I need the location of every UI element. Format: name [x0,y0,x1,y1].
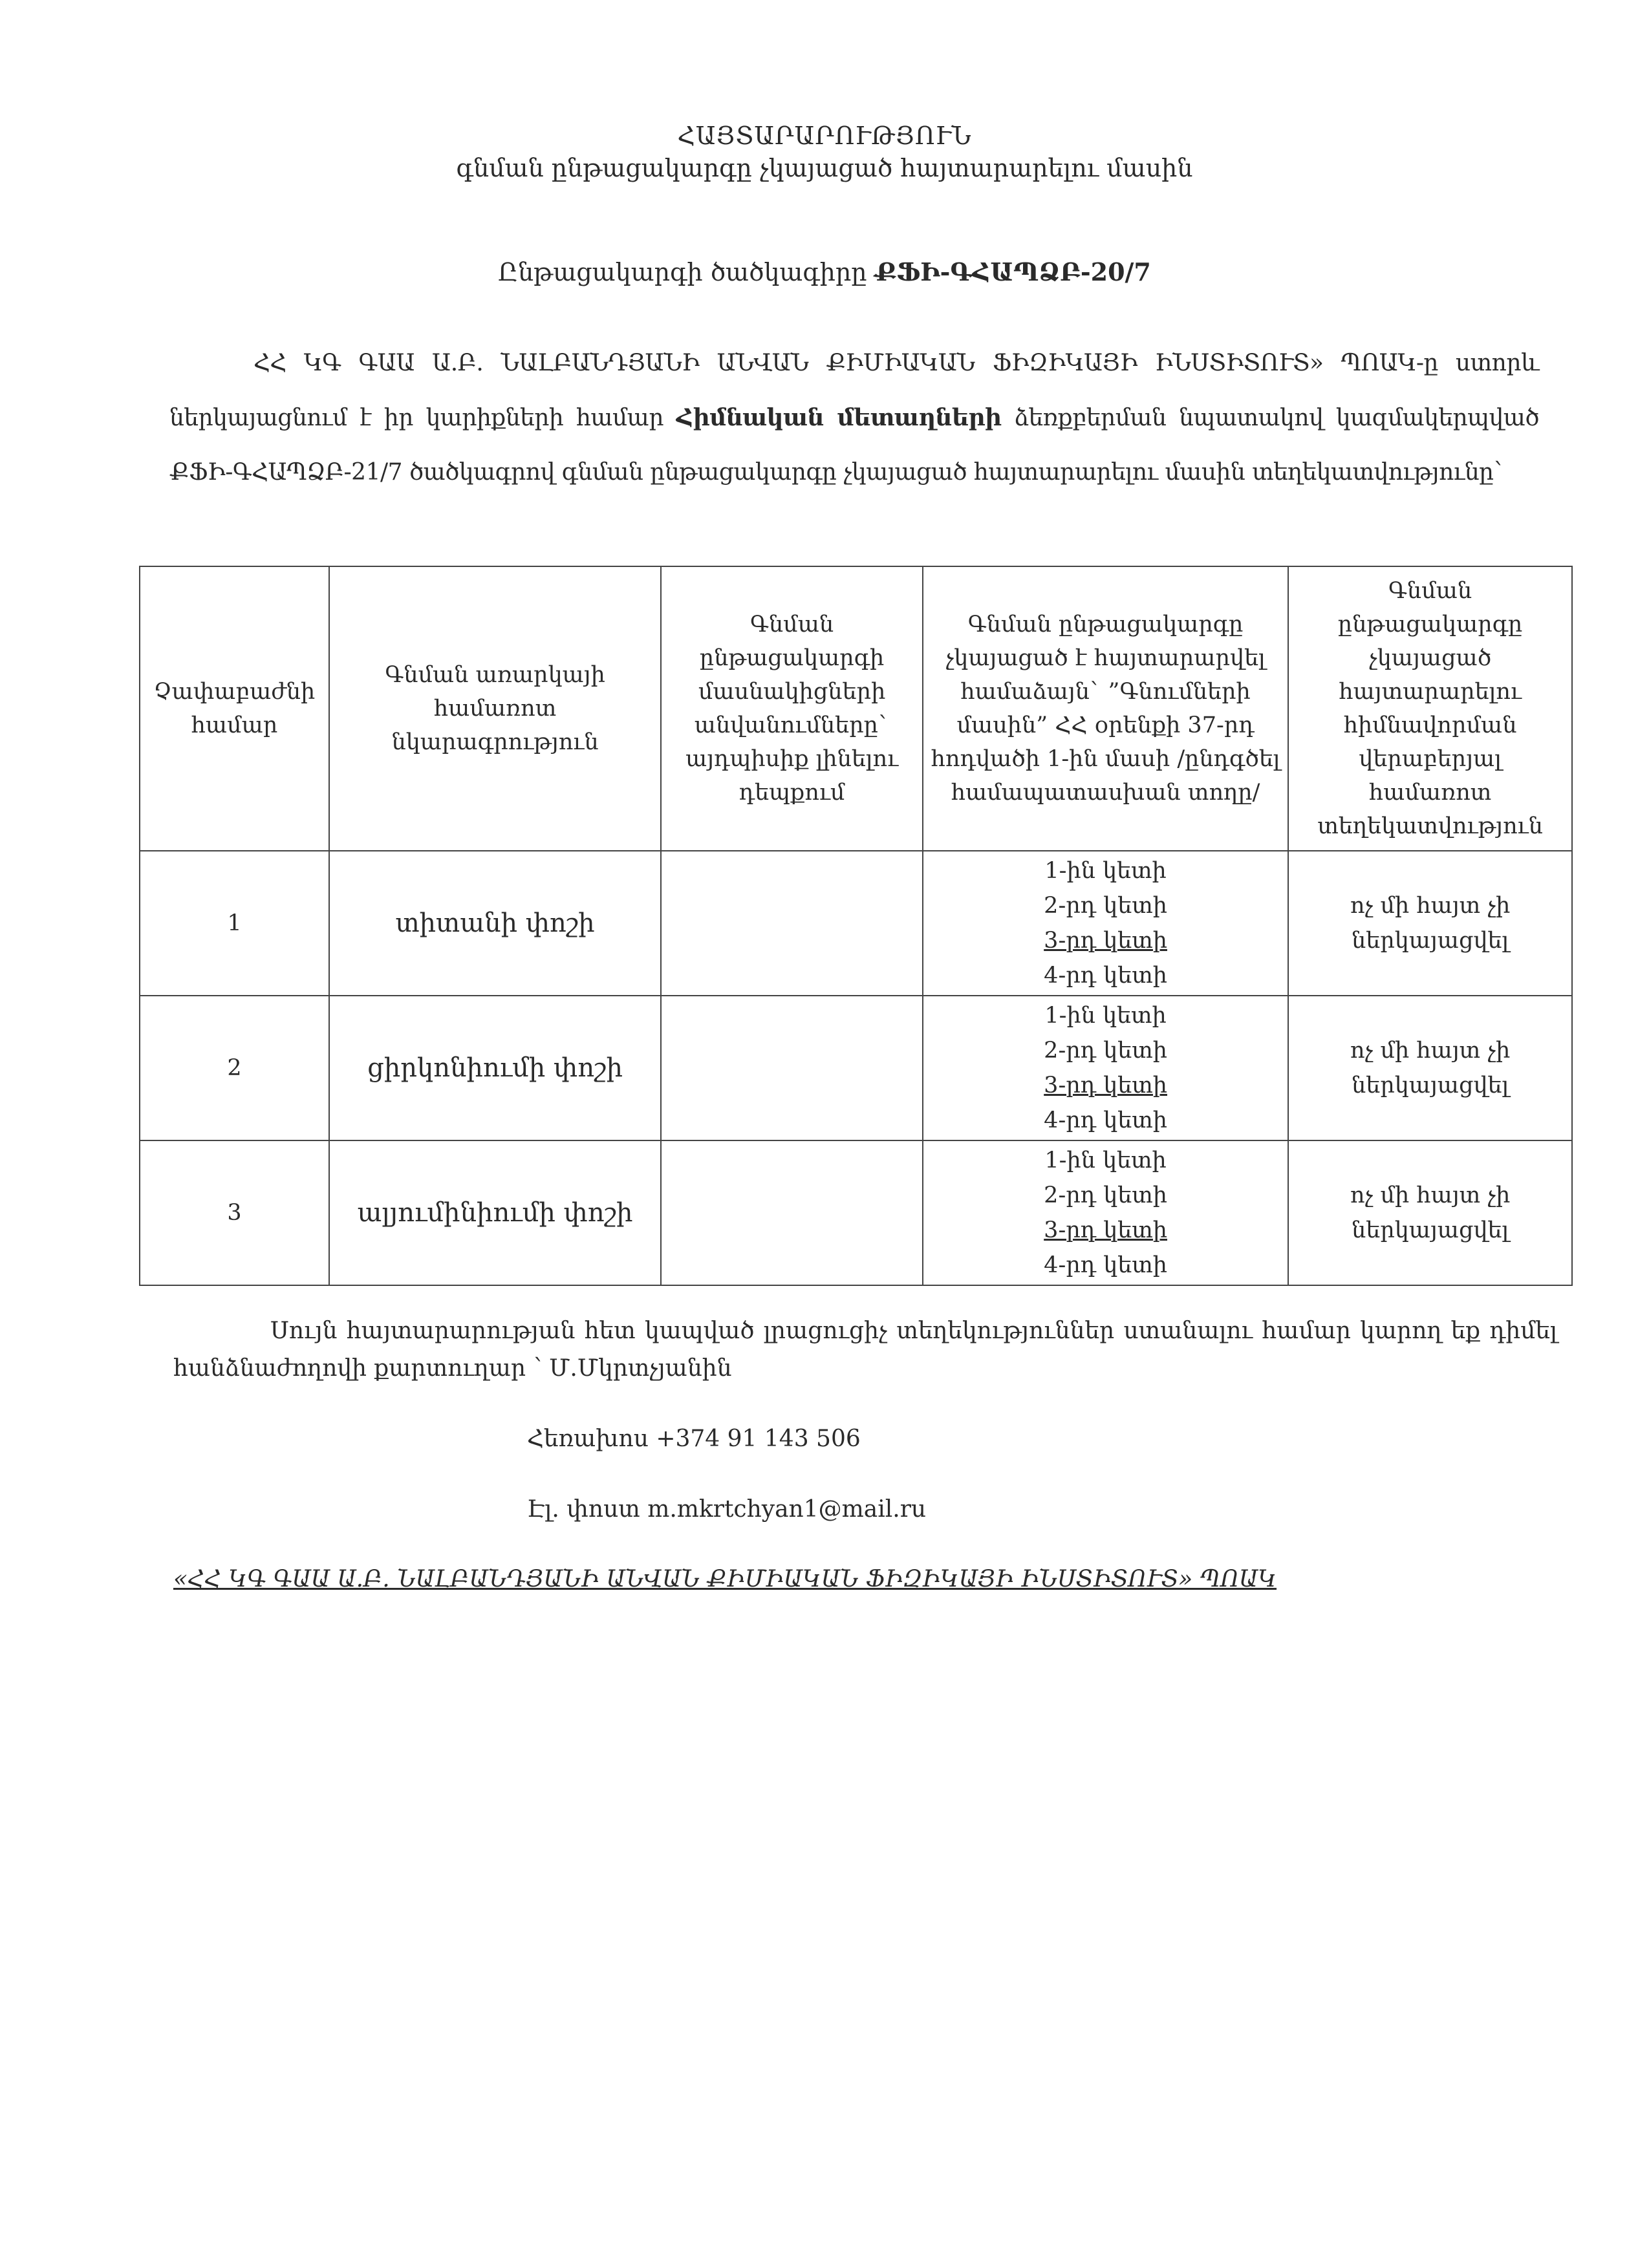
phone-line [527,1426,861,1452]
results-table [139,566,1573,1286]
legal-point: 2-րդ կետի [1044,1182,1167,1208]
header-participants: Գնման ընթացակարգի մասնակիցների անվանումները` այդպիսիք լինելու դեպքում [661,566,923,851]
table-row [140,996,1572,1140]
legal-point: 3-րդ կետի [1044,1217,1167,1243]
lot-description: ալյումինիումի փոշի [329,1140,661,1285]
document-title: ՀԱՅՏԱՐԱՐՈՒԹՅՈՒՆ [677,122,972,150]
legal-point: 1-ին կետի [1044,858,1167,884]
table-row [140,1140,1572,1285]
lot-legal-points [923,1140,1288,1285]
lot-legal-points [923,851,1288,996]
header-description: Գնման առարկայի համառոտ նկարագրություն [329,566,661,851]
table-header-row [140,566,1572,851]
lot-number: 3 [140,1140,329,1285]
lot-participants [661,996,923,1140]
procedure-code-value: ՔՖԻ-ԳՀԱՊՁԲ-20/7 [874,257,1151,286]
header-reason: Գնման ընթացակարգը չկայացած հայտարարելու հիմնավորման վերաբերյալ համառոտ տեղեկատվություն [1288,566,1572,851]
organization-name: «ՀՀ ԿԳ ԳԱԱ Ա.Բ. ՆԱԼԲԱՆԴՅԱՆԻ ԱՆՎԱՆ ՔԻՄԻԱԿԱՆ ՖԻԶԻԿԱՅԻ ԻՆՍՏԻՏՈՒՏ» ՊՈԱԿ [173,1566,1277,1592]
lot-reason: ոչ մի հայտ չի ներկայացվել [1288,851,1572,996]
header-legal-basis: Գնման ընթացակարգը չկայացած է հայտարարվել համաձայն` ”Գնումների մասին” ՀՀ օրենքի 37-րդ հոդվածի 1-ին մասի /ընդգծել համապատասխան տողը/ [923,566,1288,851]
intro-bold: Հիմնական մետաղների [676,404,1002,431]
phone-number: +374 91 143 506 [656,1426,861,1452]
legal-point: 4-րդ կետի [1044,963,1167,989]
contact-text: Սույն հայտարարության հետ կապված լրացուցիչ տեղեկություններ ստանալու համար կարող եք դիմել հանձնաժողովի քարտուղար ՝ Մ.Մկրտչյանին [173,1318,1557,1382]
table-row [140,851,1572,996]
legal-point: 2-րդ կետի [1044,893,1167,919]
legal-point: 3-րդ կետի [1044,928,1167,954]
intro-part2: ձեռքբերման նպատակով կազմակերպված ՔՖԻ-ԳՀԱՊՁԲ-21/7 ծածկագրով գնման ընթացակարգը չկայացած հայտարարելու մասին տեղեկատվությունը` [169,405,1539,486]
legal-point: 1-ին կետի [1044,1148,1167,1173]
lot-number: 2 [140,996,329,1140]
procedure-code-label: Ընթացակարգի ծածկագիրը [498,258,867,286]
lot-reason: ոչ մի հայտ չի ներկայացվել [1288,996,1572,1140]
legal-point: 3-րդ կետի [1044,1073,1167,1098]
lot-legal-points [923,996,1288,1140]
header-lot-number: Չափաբաժնի համար [140,566,329,851]
email-link[interactable]: m.mkrtchyan1@mail.ru [647,1496,927,1523]
email-line [527,1496,926,1523]
contact-paragraph [173,1312,1557,1387]
lot-participants [661,1140,923,1285]
legal-point: 4-րդ կետի [1044,1107,1167,1133]
phone-label: Հեռախոս [527,1426,649,1452]
procedure-code [0,257,1649,286]
legal-point: 1-ին կետի [1044,1003,1167,1029]
legal-point: 2-րդ կետի [1044,1038,1167,1064]
lot-number: 1 [140,851,329,996]
intro-part1: ՀՀ ԿԳ ԳԱԱ Ա.Բ. ՆԱԼԲԱՆԴՅԱՆԻ ԱՆՎԱՆ ՔԻՄԻԱԿԱՆ ՖԻԶԻԿԱՅԻ ԻՆՍՏԻՏՈՒՏ» ՊՈԱԿ-ը ստորև ներկայացնում է իր կարիքների համար [169,350,1539,431]
lot-reason: ոչ մի հայտ չի ներկայացվել [1288,1140,1572,1285]
lot-description: ցիրկոնիումի փոշի [329,996,661,1140]
email-label: Էլ. փոստ [527,1496,640,1523]
lot-participants [661,851,923,996]
document-subtitle: գնման ընթացակարգը չկայացած հայտարարելու մասին [456,154,1193,182]
intro-paragraph [169,336,1539,500]
legal-point: 4-րդ կետի [1044,1252,1167,1278]
lot-description: տիտանի փոշի [329,851,661,996]
